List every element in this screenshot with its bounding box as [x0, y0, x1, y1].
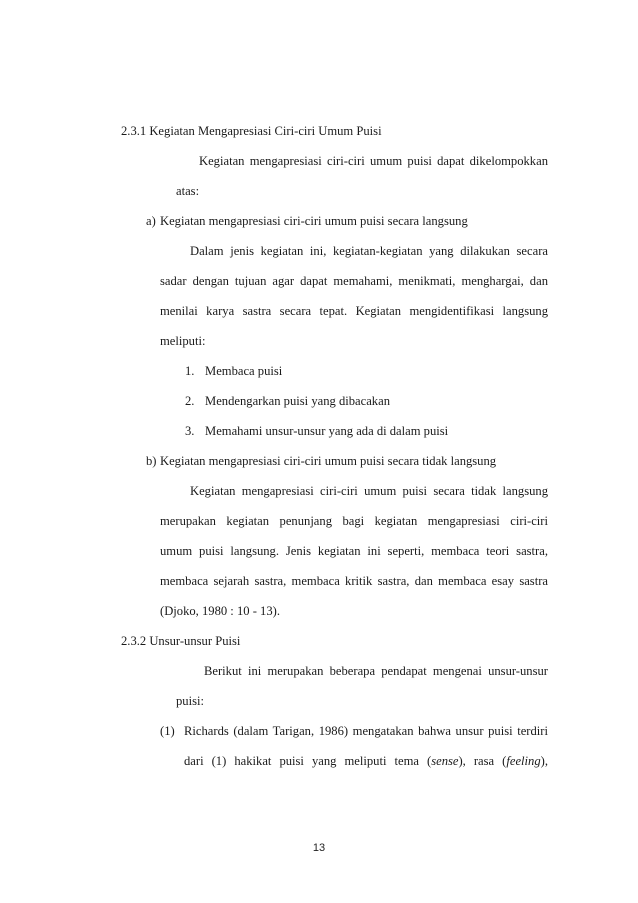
list-item-number: 2. — [185, 394, 195, 408]
text-run: dari (1) hakikat puisi yang meliputi tema ( — [184, 754, 432, 768]
citation-line: (Djoko, 1980 : 10 - 13). — [160, 604, 280, 618]
list-item-number: 1. — [185, 364, 195, 378]
paragraph-line: Kegiatan mengapresiasi ciri-ciri umum puisi dapat dikelompokkan — [199, 154, 548, 168]
list-item-text: Richards (dalam Tarigan, 1986) mengatakan bahwa unsur puisi terdiri — [184, 724, 548, 738]
text-run: ), rasa ( — [458, 754, 507, 768]
list-item-number: 3. — [185, 424, 195, 438]
paragraph-line: merupakan kegiatan penunjang bagi kegiatan mengapresiasi ciri-ciri — [160, 514, 548, 528]
subsection-title-a: Kegiatan mengapresiasi ciri-ciri umum puisi secara langsung — [160, 214, 468, 228]
paragraph-line: menilai karya sastra secara tepat. Kegiatan mengidentifikasi langsung — [160, 304, 548, 318]
list-item-text — [184, 753, 548, 769]
list-item-number: (1) — [160, 724, 175, 738]
list-label-a: a) — [146, 214, 156, 228]
paragraph-line: atas: — [176, 184, 200, 198]
italic-term: feeling — [506, 754, 541, 768]
list-item-text: Membaca puisi — [205, 364, 283, 378]
paragraph-line: Dalam jenis kegiatan ini, kegiatan-kegiatan yang dilakukan secara — [190, 244, 548, 258]
paragraph-line: Kegiatan mengapresiasi ciri-ciri umum puisi secara tidak langsung — [190, 484, 548, 498]
page-number: 13 — [312, 842, 326, 854]
italic-term: sense — [431, 754, 459, 768]
section-heading-2-3-2: 2.3.2 Unsur-unsur Puisi — [121, 634, 241, 648]
text-run: ), — [540, 754, 548, 768]
list-label-b: b) — [146, 454, 157, 468]
list-item-text: Mendengarkan puisi yang dibacakan — [205, 394, 390, 408]
paragraph-line: membaca sejarah sastra, membaca kritik sastra, dan membaca esay sastra — [160, 574, 548, 588]
paragraph-line: meliputi: — [160, 334, 206, 348]
paragraph-line: sadar dengan tujuan agar dapat memahami, menikmati, menghargai, dan — [160, 274, 548, 288]
paragraph-line: umum puisi langsung. Jenis kegiatan ini seperti, membaca teori sastra, — [160, 544, 548, 558]
paragraph-line: Berikut ini merupakan beberapa pendapat mengenai unsur-unsur — [204, 664, 548, 678]
section-heading-2-3-1: 2.3.1 Kegiatan Mengapresiasi Ciri-ciri Umum Puisi — [121, 124, 382, 138]
subsection-title-b: Kegiatan mengapresiasi ciri-ciri umum puisi secara tidak langsung — [160, 454, 497, 468]
list-item-text: Memahami unsur-unsur yang ada di dalam puisi — [205, 424, 449, 438]
paragraph-line: puisi: — [176, 694, 204, 708]
